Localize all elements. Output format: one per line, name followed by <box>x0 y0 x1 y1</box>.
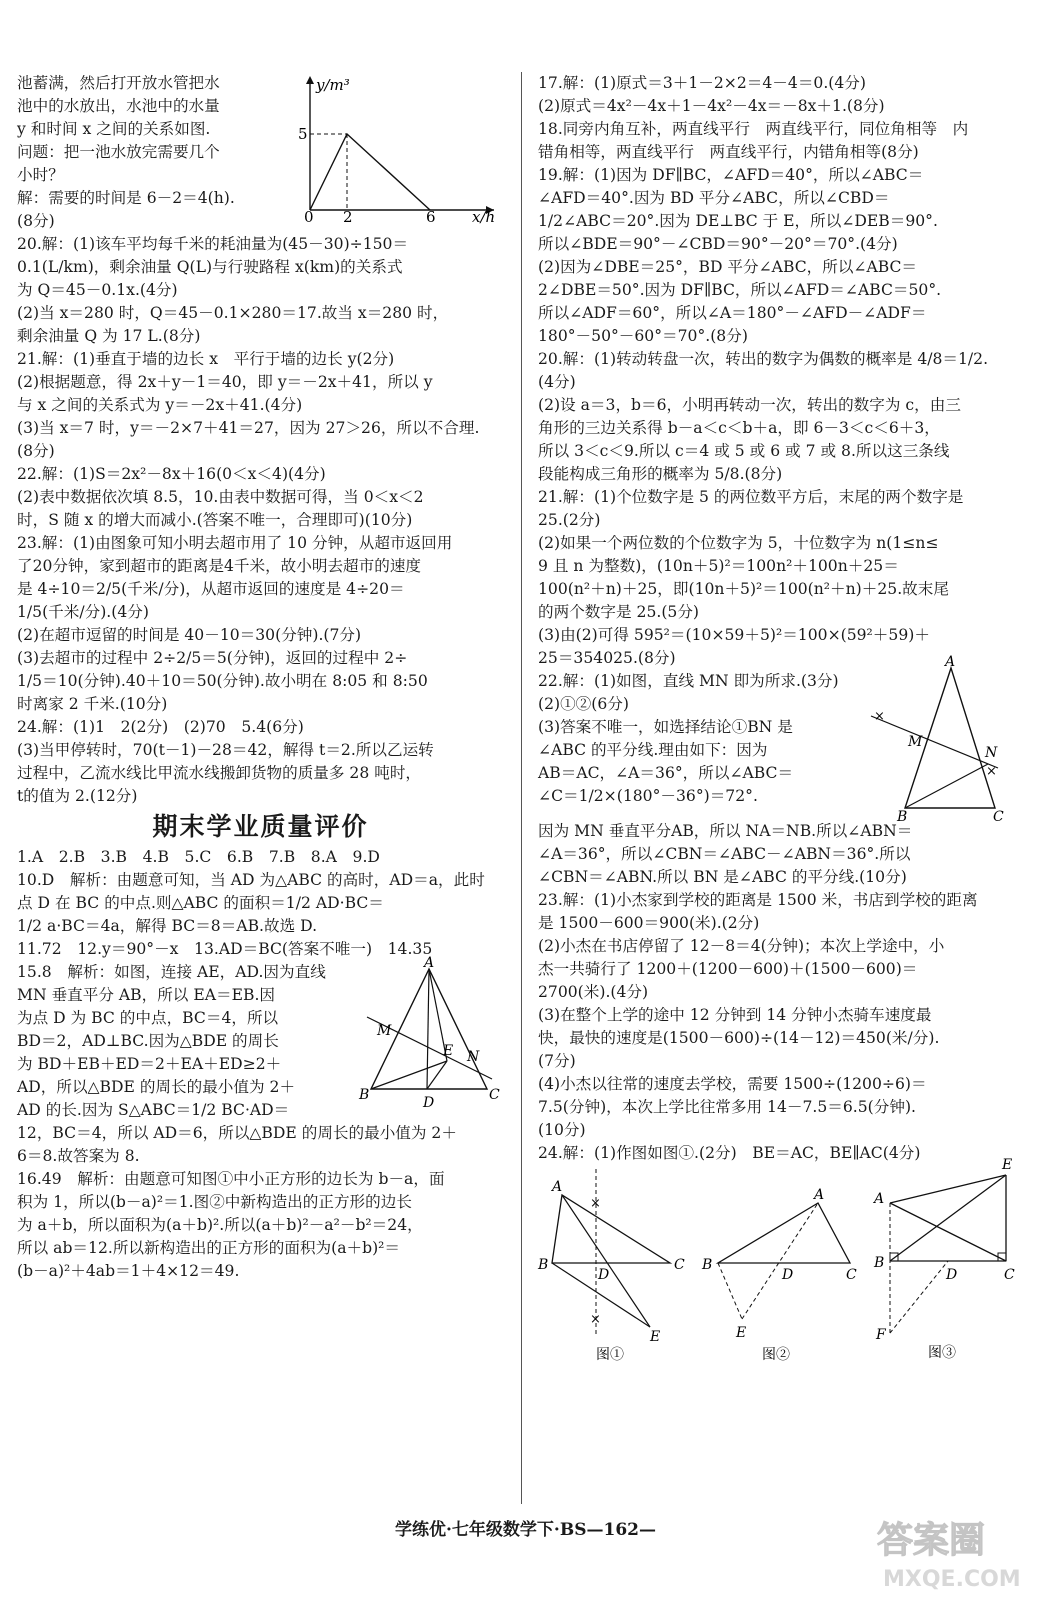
text-line: 6＝8.故答案为 8. <box>17 1147 140 1165</box>
text-line: 小时？ <box>17 166 64 184</box>
answers-1-14 <box>17 846 504 961</box>
svg-text:×: × <box>590 1312 601 1327</box>
svg-text:×: × <box>986 764 997 779</box>
text-line: (b－a)²＋4ab＝1＋4×12＝49. <box>17 1262 240 1280</box>
text-line: 25.(2分) <box>538 511 601 529</box>
text-line: t的值为 2.(12分) <box>17 787 138 805</box>
text-line: 为 BD＋EB＋ED＝2＋EA＋ED≥2＋ <box>17 1055 282 1073</box>
right-column <box>538 72 1033 1365</box>
text-line: 与 x 之间的关系式为 y＝－2x＋41.(4分) <box>17 396 303 414</box>
text-line: (2)如果一个两位数的个位数字为 5，十位数字为 n(1≤n≤ <box>538 534 939 552</box>
text-line: 10.D 解析：由题意可知，当 AD 为△ABC 的高时，AD＝a，此时 <box>17 871 485 889</box>
q22-label-N: N <box>985 745 998 761</box>
text-line: 2∠DBE＝50°.因为 DF∥BC，所以∠AFD＝∠ABC＝50°. <box>538 281 942 299</box>
q15-label-B: B <box>359 1087 370 1103</box>
figure-3-caption: 图③ <box>928 1345 956 1361</box>
text-line: 22.解：(1)S＝2x²－8x＋16(0＜x＜4)(4分) <box>17 465 326 483</box>
q15-label-N: N <box>467 1049 480 1065</box>
figure-1 <box>538 1169 698 1361</box>
q15-label-C: C <box>489 1087 500 1103</box>
figure-3 <box>868 1151 1033 1361</box>
text-line: 杰一共骑行了 1200＋(1200－600)＋(1500－600)＝ <box>538 960 918 978</box>
text-line: 过程中，乙流水线比甲流水线搬卸货物的质量多 28 吨时， <box>17 764 422 782</box>
text-line: (2)因为∠DBE＝25°，BD 平分∠ABC，所以∠ABC＝ <box>538 258 918 276</box>
text-line: 11.72 12.y＝90°－x 13.AD＝BC(答案不唯一) 14.35 <box>17 940 433 958</box>
text-line: AD 的长.因为 S△ABC＝1/2 BC·AD＝ <box>17 1101 290 1119</box>
text-line: (3)在整个上学的途中 12 分钟到 14 分钟小杰骑车速度最 <box>538 1006 932 1024</box>
q15-triangle-figure <box>357 955 502 1111</box>
q15-label-M: M <box>377 1023 392 1039</box>
text-line: 1.A 2.B 3.B 4.B 5.C 6.B 7.B 8.A 9.D <box>17 848 380 866</box>
text-line: (2)小杰在书店停留了 12－8＝4(分钟)；本次上学途中，小 <box>538 937 945 955</box>
text-line: 19.解：(1)因为 DF∥BC，∠AFD＝40°，所以∠ABC＝ <box>538 166 924 184</box>
text-line: 0.1(L/km)，剩余油量 Q(L)与行驶路程 x(km)的关系式 <box>17 258 403 276</box>
fig1-label-E: E <box>650 1329 661 1345</box>
text-line: (4)小杰以往常的速度去学校，需要 1500÷(1200÷6)＝ <box>538 1075 927 1093</box>
text-line: 16.49 解析：由题意可知图①中小正方形的边长为 b－a，面 <box>17 1170 445 1188</box>
svg-text:×: × <box>590 1196 601 1211</box>
page-footer: 学练优·七年级数学下·BS—162— <box>395 1520 656 1540</box>
fig2-label-E: E <box>736 1325 747 1341</box>
text-line: AD，所以△BDE 的周长的最小值为 2＋ <box>17 1078 296 1096</box>
text-line: 所以 ab＝12.所以新构造出的正方形的面积为(a＋b)²＝ <box>17 1239 401 1257</box>
text-line: 是 1500－600＝900(米).(2分) <box>538 914 760 932</box>
water-volume-graph <box>298 72 502 226</box>
q15-block <box>17 955 504 1122</box>
q22-triangle-figure <box>863 654 1033 825</box>
text-line: 为 a＋b，所以面积为(a＋b)².所以(a＋b)²－a²－b²＝24， <box>17 1216 423 1234</box>
q19-block <box>17 72 504 233</box>
text-line: 1/5(千米/分).(4分) <box>17 603 149 621</box>
text-line: (3)去超市的过程中 2÷2/5＝5(分钟)，返回的过程中 2÷ <box>17 649 408 667</box>
text-line: 池蓄满，然后打开放水管把水 <box>17 74 220 92</box>
graph-xlabel: x/h <box>472 208 496 226</box>
text-line: 20.解：(1)该车平均每千米的耗油量为(45－30)÷150＝ <box>17 235 409 253</box>
fig2-label-B: B <box>702 1257 713 1273</box>
text-line: ∠CBN＝∠ABN.所以 BN 是∠ABC 的平分线.(10分) <box>538 868 907 886</box>
text-line: ∠AFD＝40°.因为 BD 平分∠ABC，所以∠CBD＝ <box>538 189 890 207</box>
text-line: 18.同旁内角互补，两直线平行 两直线平行，同位角相等 内 <box>538 120 969 138</box>
text-line: 25＝354025.(8分) <box>538 649 676 667</box>
text-line: 剩余油量 Q 为 17 L.(8分) <box>17 327 201 345</box>
graph-y-tick: 5 <box>298 125 308 143</box>
graph-ylabel: y/m³ <box>316 76 350 94</box>
text-line: (7分) <box>538 1052 576 1070</box>
text-line: ∠ABC 的平分线.理由如下：因为 <box>538 741 768 759</box>
text-line: (4分) <box>538 373 576 391</box>
text-line: (2)原式＝4x²－4x＋1－4x²－4x＝－8x＋1.(8分) <box>538 97 885 115</box>
watermark-top-text: 答案圈 <box>877 1520 986 1561</box>
text-line: (3)当 x＝7 时，y＝－2×7＋41＝27，因为 27＞26，所以不合理. <box>17 419 480 437</box>
text-line: 解：需要的时间是 6－2＝4(h). <box>17 189 235 207</box>
text-line: 180°－50°－60°＝70°.(8分) <box>538 327 748 345</box>
answers-17-21 <box>538 72 1033 670</box>
text-line: (2)根据题意，得 2x＋y－1＝40，即 y＝－2x＋41，所以 y <box>17 373 433 391</box>
q24-figures <box>538 1157 1033 1365</box>
q15-label-A: A <box>424 955 435 971</box>
fig3-label-A: A <box>874 1191 885 1207</box>
figure-2 <box>698 1169 868 1361</box>
text-line: (2)设 a＝3，b＝6，小明再转动一次，转出的数字为 c，由三 <box>538 396 961 414</box>
text-line: y 和时间 x 之间的关系如图. <box>17 120 211 138</box>
answers-20-24 <box>17 233 504 808</box>
text-line: 23.解：(1)小杰家到学校的距离是 1500 米，书店到学校的距离 <box>538 891 978 909</box>
text-line: 时，S 随 x 的增大而减小.(答案不唯一，合理即可)(10分) <box>17 511 413 529</box>
text-line: 所以 3＜c＜9.所以 c＝4 或 5 或 6 或 7 或 8.所以这三条线 <box>538 442 950 460</box>
text-line: (2)当 x＝280 时，Q＝45－0.1×280＝17.故当 x＝280 时， <box>17 304 449 322</box>
fig1-label-B: B <box>538 1257 549 1273</box>
fig2-label-D: D <box>782 1267 794 1283</box>
text-line: 所以∠BDE＝90°－∠CBD＝90°－20°＝70°.(4分) <box>538 235 898 253</box>
fig3-label-F: F <box>876 1327 886 1343</box>
text-line: 20.解：(1)转动转盘一次，转出的数字为偶数的概率是 4/8＝1/2. <box>538 350 989 368</box>
text-line: 问题：把一池水放完需要几个 <box>17 143 220 161</box>
fig3-label-E: E <box>1002 1157 1013 1173</box>
fig3-label-D: D <box>946 1267 958 1283</box>
text-line: 100(n²＋n)＋25，即(10n＋5)²＝100(n²＋n)＋25.故末尾 <box>538 580 949 598</box>
text-line: (3)由(2)可得 595²＝(10×59＋5)²＝100×(59²＋59)＋ <box>538 626 930 644</box>
text-line: 23.解：(1)由图象可知小明去超市用了 10 分钟，从超市返回用 <box>17 534 453 552</box>
column-divider <box>521 72 522 1504</box>
watermark-bottom-text: MXQE.COM <box>883 1567 1021 1592</box>
text-line: 1/2∠ABC＝20°.因为 DE⊥BC 于 E，所以∠DEB＝90°. <box>538 212 938 230</box>
svg-text:×: × <box>874 709 885 724</box>
text-line: MN 垂直平分 AB，所以 EA＝EB.因 <box>17 986 275 1004</box>
text-line: 24.解：(1)1 2(2分) (2)70 5.4(6分) <box>17 718 304 736</box>
text-line: 错角相等，两直线平行 两直线平行，内错角相等(8分) <box>538 143 919 161</box>
q22-label-A: A <box>945 654 956 670</box>
text-line: 1/2 a·BC＝4a，解得 BC＝8＝AB.故选 D. <box>17 917 318 935</box>
text-line: 15.8 解析：如图，连接 AE，AD.因为直线 <box>17 963 326 981</box>
text-line: 1/5＝10(分钟).40＋10＝50(分钟).故小明在 8:05 和 8:50 <box>17 672 428 690</box>
text-line: (2)表中数据依次填 8.5，10.由表中数据可得，当 0＜x＜2 <box>17 488 424 506</box>
text-line: 12，BC＝4，所以 AD＝6，所以△BDE 的周长的最小值为 2＋ <box>17 1124 457 1142</box>
text-line: 角形的三边关系得 b－a＜c＜b＋a，即 6－3＜c＜6＋3， <box>538 419 940 437</box>
q22-label-B: B <box>897 809 908 825</box>
graph-x-tick-2: 2 <box>343 208 353 226</box>
text-line: (2)①②(6分) <box>538 695 629 713</box>
q15-label-E: E <box>443 1043 454 1059</box>
text-line: 了20分钟，家到超市的距离是4千米，故小明去超市的速度 <box>17 557 422 575</box>
figure-2-caption: 图② <box>762 1347 790 1363</box>
text-line: (10分) <box>538 1121 586 1139</box>
text-line: 为点 D 为 BC 的中点，BC＝4，所以 <box>17 1009 279 1027</box>
text-line: 为 Q＝45－0.1x.(4分) <box>17 281 178 299</box>
text-line: (8分) <box>17 212 55 230</box>
text-line: 积为 1，所以(b－a)²＝1.图②中新构造出的正方形的边长 <box>17 1193 412 1211</box>
fig3-label-B: B <box>874 1255 885 1271</box>
text-line: 快，最快的速度是(1500－600)÷(14－12)＝450(米/分). <box>538 1029 940 1047</box>
text-line: ∠A＝36°，所以∠CBN＝∠ABC－∠ABN＝36°.所以 <box>538 845 911 863</box>
text-line: BD＝2，AD⊥BC.因为△BDE 的周长 <box>17 1032 279 1050</box>
text-line: 22.解：(1)如图，直线 MN 即为所求.(3分) <box>538 672 839 690</box>
text-line: 点 D 在 BC 的中点.则△ABC 的面积＝1/2 AD·BC＝ <box>17 894 384 912</box>
text-line: 21.解：(1)个位数字是 5 的两位数平方后，末尾的两个数字是 <box>538 488 964 506</box>
text-line: 时离家 2 千米.(10分) <box>17 695 168 713</box>
graph-x-tick-0: 0 <box>304 208 314 226</box>
q15-label-D: D <box>423 1095 435 1111</box>
text-line: (8分) <box>17 442 55 460</box>
text-line: 7.5(分钟)，本次上学比往常多用 14－7.5＝6.5(分钟). <box>538 1098 916 1116</box>
text-line: 的两个数字是 25.(5分) <box>538 603 700 621</box>
text-line: (2)在超市逗留的时间是 40－10＝30(分钟).(7分) <box>17 626 362 644</box>
fig2-label-A: A <box>814 1187 825 1203</box>
fig1-label-C: C <box>674 1257 685 1273</box>
text-line: 因为 MN 垂直平分AB，所以 NA＝NB.所以∠ABN＝ <box>538 822 913 840</box>
text-line: 池中的水放出，水池中的水量 <box>17 97 220 115</box>
text-line: 9 且 n 为整数)，(10n＋5)²＝100n²＋100n＋25＝ <box>538 557 899 575</box>
fig2-label-C: C <box>846 1267 857 1283</box>
section-title: 期末学业质量评价 <box>152 812 369 841</box>
left-column <box>17 72 504 1283</box>
fig3-label-C: C <box>1004 1267 1015 1283</box>
text-line: (3)答案不唯一，如选择结论①BN 是 <box>538 718 793 736</box>
text-line: 21.解：(1)垂直于墙的边长 x 平行于墙的边长 y(2分) <box>17 350 395 368</box>
q22-label-M: M <box>908 734 923 750</box>
text-line: AB＝AC，∠A＝36°，所以∠ABC＝ <box>538 764 794 782</box>
answers-15-16 <box>17 1122 504 1283</box>
text-line: 24.解：(1)作图如图①.(2分) BE＝AC，BE∥AC(4分) <box>538 1144 921 1162</box>
figure-1-caption: 图① <box>596 1347 624 1363</box>
graph-x-tick-6: 6 <box>426 208 436 226</box>
text-line: ∠C＝1/2×(180°－36°)＝72°. <box>538 787 758 805</box>
text-line: 2700(米).(4分) <box>538 983 649 1001</box>
fig1-label-A: A <box>552 1179 563 1195</box>
answers-22-24 <box>538 820 1033 1165</box>
fig1-label-D: D <box>598 1267 610 1283</box>
text-line: (3)当甲停转时，70(t－1)－28＝42，解得 t＝2.所以乙运转 <box>17 741 434 759</box>
text-line: 17.解：(1)原式＝3＋1－2×2＝4－4＝0.(4分) <box>538 74 866 92</box>
q22-label-C: C <box>993 809 1004 825</box>
text-line: 所以∠ADF＝60°，所以∠A＝180°－∠AFD－∠ADF＝ <box>538 304 927 322</box>
watermark-logo <box>869 1510 1029 1594</box>
text-line: 段能构成三角形的概率为 5/8.(8分) <box>538 465 783 483</box>
text-line: 是 4÷10＝2/5(千米/分)，从超市返回的速度是 4÷20＝ <box>17 580 405 598</box>
